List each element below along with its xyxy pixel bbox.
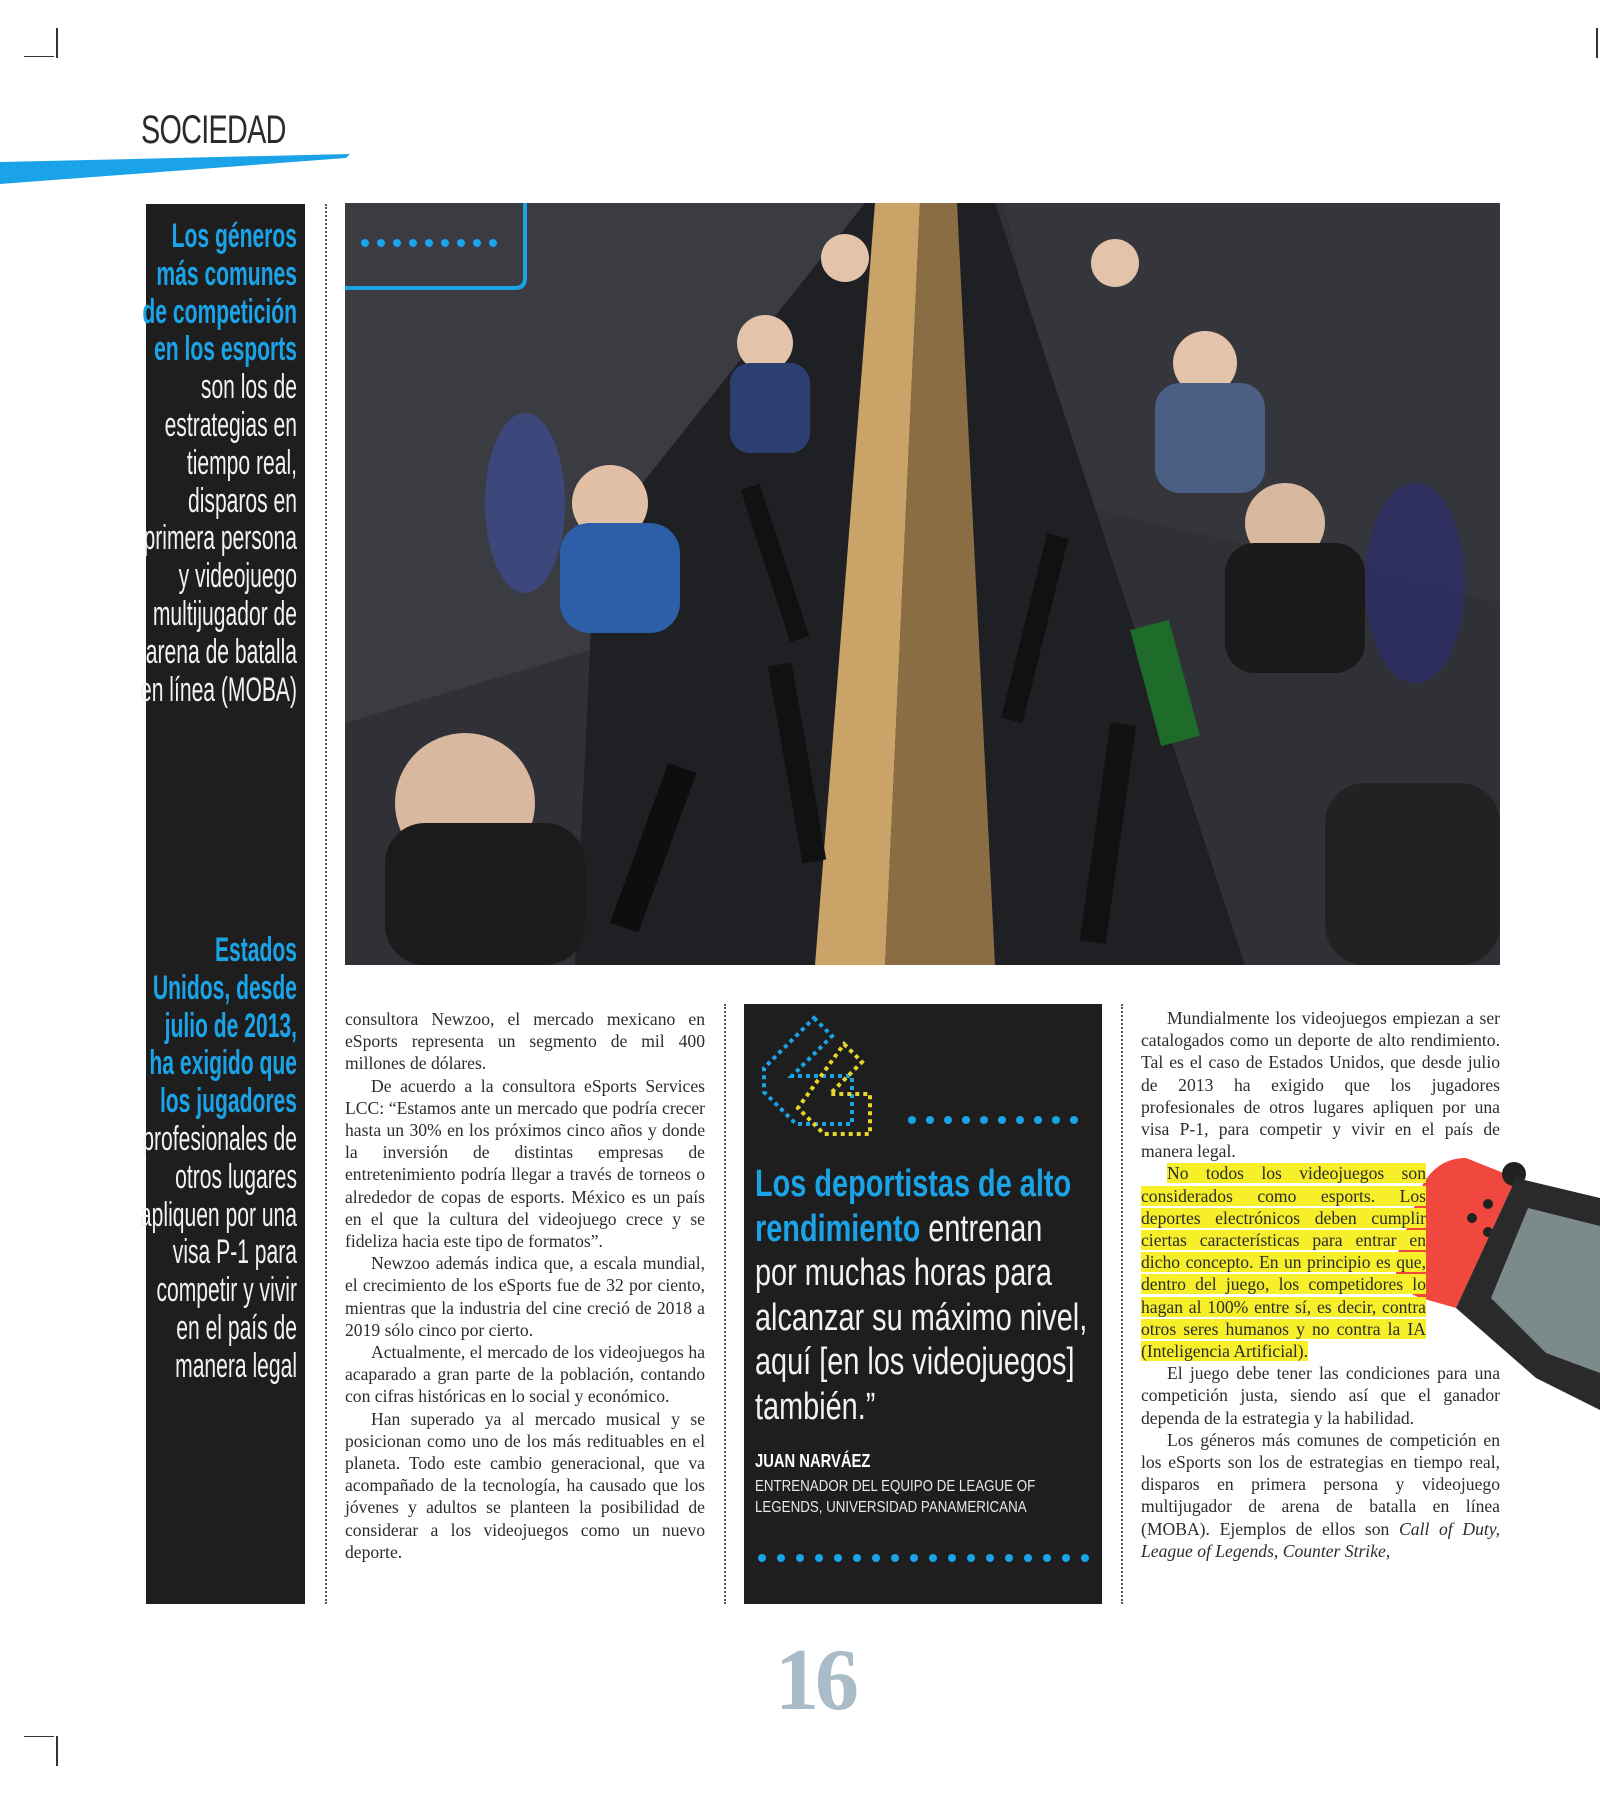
quote-body: entrenan por muchas horas para alcanzar su máximo nivel, aquí [en los videojuegos] también.” — [755, 1207, 1088, 1428]
paragraph: Newzoo además indica que, a escala mundial, el crecimiento de los eSports fue de 32 por ciento, mientras que la industria del cine creció de 2018 a 2019 sólo cinco por cierto. — [345, 1253, 705, 1340]
crop-mark — [24, 56, 54, 57]
column-divider — [724, 1004, 726, 1604]
paragraph — [1141, 1429, 1500, 1562]
crop-mark — [56, 1736, 58, 1766]
dotted-line-decoration — [754, 1550, 1094, 1566]
highlighted-paragraph — [1141, 1162, 1426, 1362]
column-divider — [325, 204, 327, 1604]
crop-mark — [56, 28, 58, 58]
paragraph: Han superado ya al mercado musical y se posicionan como uno de los más redituables en el planeta. Todo este cambio generacional, que va acompañado de la tecnología, ha causado que los jóvenes y adultos se planteen la posibilidad de considerar a los videojuegos como un nuevo deporte. — [345, 1408, 705, 1562]
paragraph: consultora Newzoo, el mercado mexicano en eSports representa un segmento de mil 400 millones de dólares. — [345, 1009, 705, 1074]
quote-text — [755, 1162, 1089, 1429]
column-divider — [1121, 1004, 1123, 1604]
article-column-3 — [1141, 1007, 1500, 1562]
sidebar-highlight: Estados Unidos, desde julio de 2013, ha exigido que los jugadores — [149, 931, 297, 1121]
section-label: SOCIEDAD — [141, 108, 286, 152]
paragraph: Mundialmente los videojuegos empiezan a ser catalogados como un deporte de alto rendimiento. Tal es el caso de Estados Unidos, que desde julio de 2013 ha exigido que los jugadores profesionales de otros lugares apliquen por una visa P-1, para competir y vivir en el país de manera legal. — [1141, 1008, 1500, 1162]
paragraph: De acuerdo a la consultora eSports Services LCC: “Estamos ante un mercado que podría crecer hasta un 30% en los próximos cinco años y donde la inversión de distintas empresas de entretenimiento podría llegar a través de torneos o alrededor de copas de esports. México es un país en el que la cultura del videojuego crece y se fideliza hacia este tipo de formatos”. — [345, 1075, 705, 1252]
sidebar-block-visa — [136, 932, 297, 1386]
highlighted-text: No todos los videojuegos son considerados como esports. Los deportes electrónicos deben cumplir ciertas características para entrar en dicho concepto. En un principio es que, dentro del juego, los competidores lo hagan al 100% entre sí, es decir, contra otros seres humanos y no contra la IA (Inteligencia Artificial). — [1141, 1163, 1426, 1362]
sidebar-highlight: Los géneros más comunes de competición en los esports — [142, 217, 297, 369]
neon-logo-icon — [752, 1006, 1097, 1156]
paragraph: Actualmente, el mercado de los videojuegos ha acaparado a gran parte de la población, contando con cifras históricas en lo social y económico. — [345, 1342, 705, 1407]
esports-gaming-photo — [345, 203, 1500, 965]
article-column-1 — [345, 1008, 705, 1563]
crop-mark — [1596, 28, 1598, 58]
pull-quote-box — [744, 1004, 1102, 1604]
quote-author-role: ENTRENADOR DEL EQUIPO DE LEAGUE OF LEGENDS, UNIVERSIDAD PANAMERICANA — [755, 1478, 1036, 1516]
paragraph-text: Los géneros más comunes de competición en los eSports son los de estrategias en tiempo real, disparos en primera persona y videojuego multijugador de arena de batalla en línea (MOBA). Ejemplos de ellos son — [1141, 1429, 1500, 1539]
sidebar-block-genres — [136, 218, 297, 709]
quote-author: JUAN NARVÁEZ — [755, 1451, 871, 1471]
page-number: 16 — [775, 1632, 855, 1729]
sidebar-text: profesionales de otros lugares apliquen por una visa P-1 para competir y vivir en el país de manera legal — [139, 1119, 297, 1385]
sidebar-text: son los de estrategias en tiempo real, disparos en primera persona y videojuego multijugador de arena de batalla en línea (MOBA) — [140, 368, 297, 709]
game-titles: Call of Duty, League of Legends, Counter Strike, — [1141, 1518, 1501, 1561]
crop-mark — [24, 1736, 54, 1737]
section-accent-bar — [0, 150, 350, 186]
sidebar-pullout — [139, 204, 305, 1604]
paragraph: El juego debe tener las condiciones para una competición justa, siendo así que el ganador dependa de la estrategia y la habilidad. — [1141, 1363, 1500, 1428]
quote-highlight: Los deportistas de alto rendimiento — [755, 1163, 1072, 1250]
